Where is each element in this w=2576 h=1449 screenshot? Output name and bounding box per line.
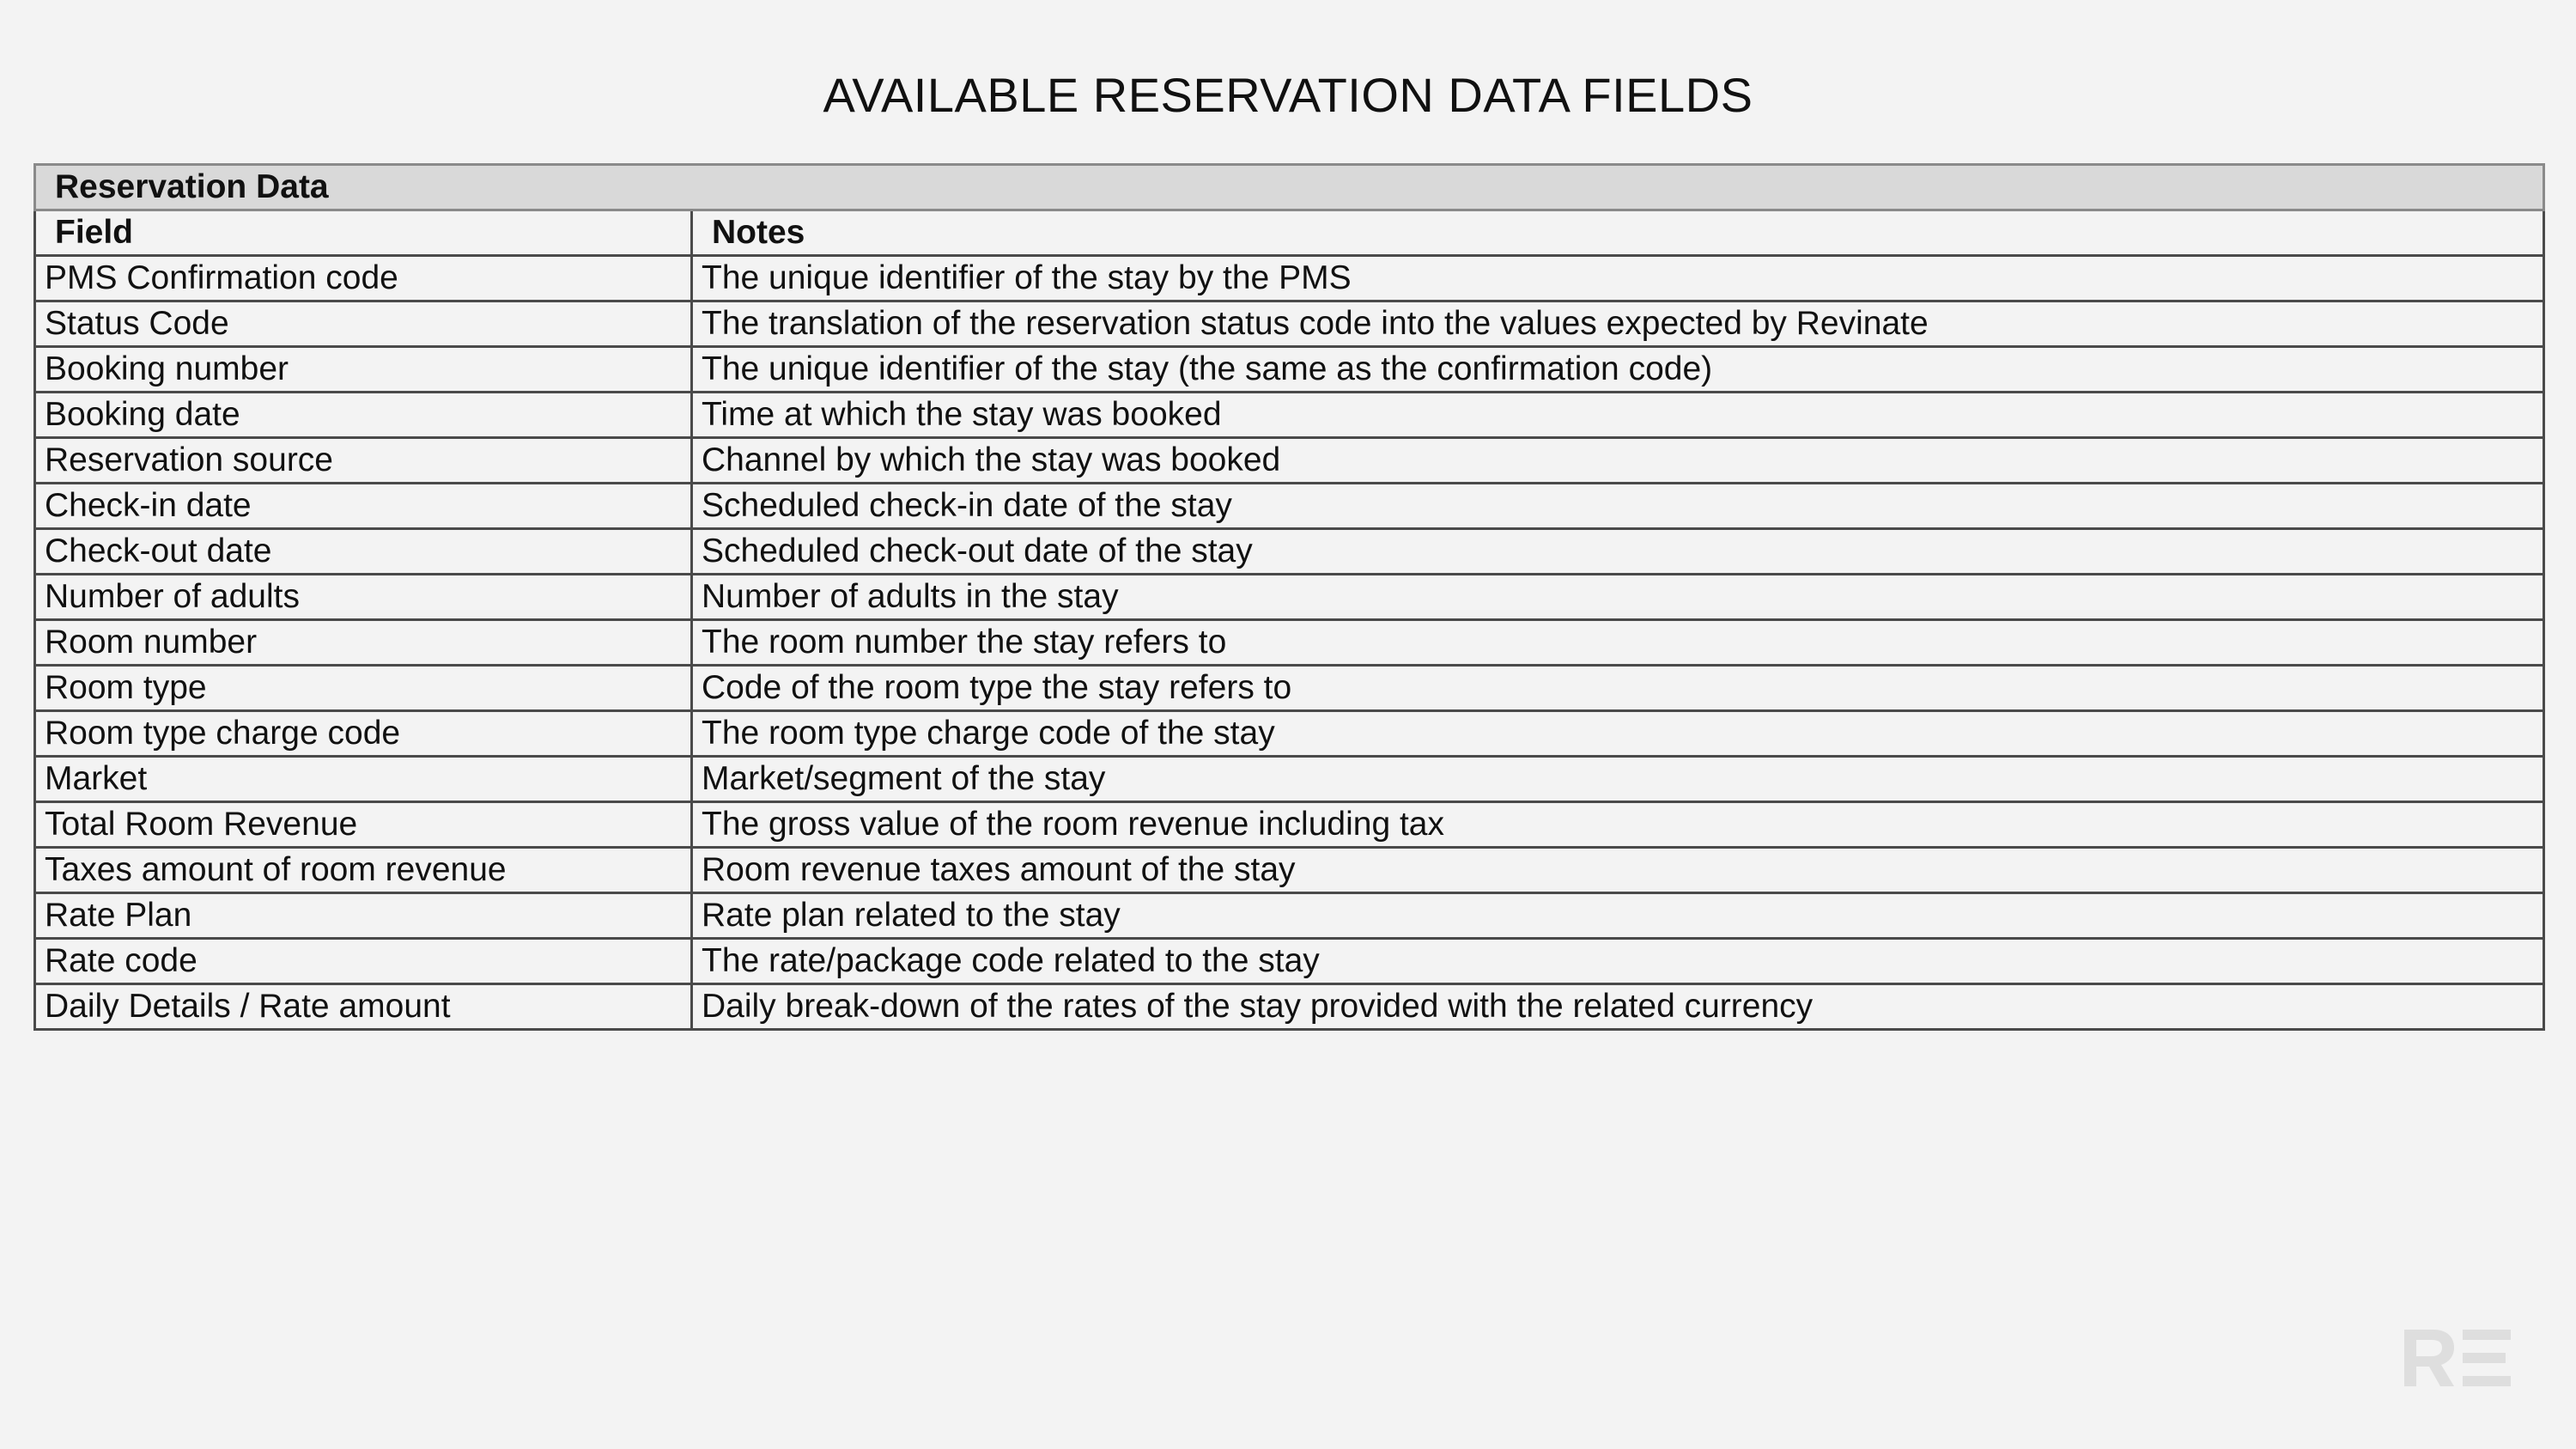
field-cell: Room type — [35, 666, 692, 711]
field-cell: Status Code — [35, 301, 692, 347]
revinate-re-logo-icon — [2404, 1330, 2511, 1386]
notes-cell: Daily break-down of the rates of the stay provided with the related currency — [692, 984, 2544, 1030]
field-cell: Room number — [35, 620, 692, 666]
field-cell: Booking number — [35, 347, 692, 393]
table-row — [35, 529, 2544, 575]
field-cell: Taxes amount of room revenue — [35, 848, 692, 893]
notes-cell: Channel by which the stay was booked — [692, 438, 2544, 484]
table-row — [35, 347, 2544, 393]
field-cell: Check-out date — [35, 529, 692, 575]
notes-cell: Room revenue taxes amount of the stay — [692, 848, 2544, 893]
field-cell: Reservation source — [35, 438, 692, 484]
field-cell: Check-in date — [35, 484, 692, 529]
column-header-field: Field — [35, 210, 692, 256]
table-group-header: Reservation Data — [35, 165, 2544, 210]
table-row — [35, 893, 2544, 939]
field-cell: Number of adults — [35, 575, 692, 620]
table-row — [35, 802, 2544, 848]
notes-cell: The room number the stay refers to — [692, 620, 2544, 666]
field-cell: PMS Confirmation code — [35, 256, 692, 301]
table-row — [35, 848, 2544, 893]
field-cell: Total Room Revenue — [35, 802, 692, 848]
table-row — [35, 301, 2544, 347]
notes-cell: The unique identifier of the stay (the same as the confirmation code) — [692, 347, 2544, 393]
notes-cell: Code of the room type the stay refers to — [692, 666, 2544, 711]
notes-cell: Number of adults in the stay — [692, 575, 2544, 620]
table-body — [35, 256, 2544, 1030]
page-title: AVAILABLE RESERVATION DATA FIELDS — [823, 68, 1753, 122]
column-header-notes: Notes — [692, 210, 2544, 256]
notes-cell: Rate plan related to the stay — [692, 893, 2544, 939]
table-row — [35, 620, 2544, 666]
table-row — [35, 438, 2544, 484]
field-cell: Room type charge code — [35, 711, 692, 757]
field-cell: Market — [35, 757, 692, 802]
notes-cell: Scheduled check-out date of the stay — [692, 529, 2544, 575]
field-cell: Daily Details / Rate amount — [35, 984, 692, 1030]
field-cell: Rate Plan — [35, 893, 692, 939]
notes-cell: Time at which the stay was booked — [692, 393, 2544, 438]
notes-cell: Scheduled check-in date of the stay — [692, 484, 2544, 529]
table-row — [35, 757, 2544, 802]
notes-cell: The translation of the reservation status code into the values expected by Revinate — [692, 301, 2544, 347]
table-row — [35, 575, 2544, 620]
table-row — [35, 484, 2544, 529]
notes-cell: Market/segment of the stay — [692, 757, 2544, 802]
notes-cell: The unique identifier of the stay by the PMS — [692, 256, 2544, 301]
notes-cell: The gross value of the room revenue including tax — [692, 802, 2544, 848]
table-row — [35, 711, 2544, 757]
table-row — [35, 984, 2544, 1030]
table-row — [35, 666, 2544, 711]
table-header-row — [35, 210, 2544, 256]
notes-cell: The rate/package code related to the stay — [692, 939, 2544, 984]
table-group-header-row — [35, 165, 2544, 210]
field-cell: Booking date — [35, 393, 692, 438]
table-row — [35, 393, 2544, 438]
table-row — [35, 256, 2544, 301]
table-row — [35, 939, 2544, 984]
field-cell: Rate code — [35, 939, 692, 984]
reservation-fields-table — [33, 163, 2545, 1031]
notes-cell: The room type charge code of the stay — [692, 711, 2544, 757]
